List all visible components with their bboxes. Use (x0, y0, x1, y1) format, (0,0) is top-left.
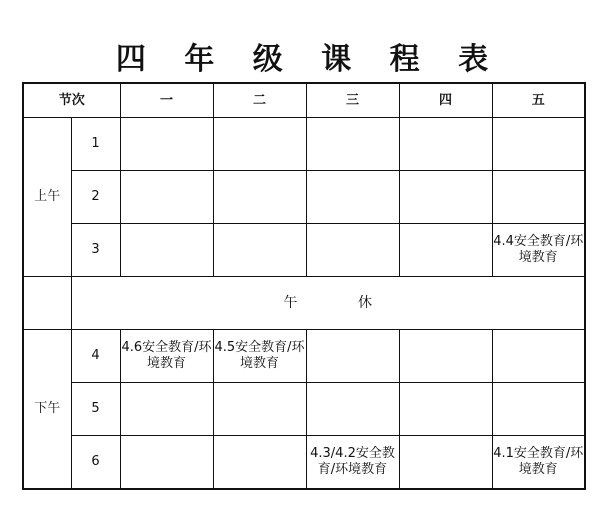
schedule-cell (306, 383, 399, 436)
schedule-cell (492, 118, 585, 171)
schedule-cell (399, 436, 492, 490)
schedule-cell: 4.5安全教育/环境教育 (213, 330, 306, 383)
schedule-cell (399, 171, 492, 224)
schedule-cell (213, 171, 306, 224)
period-number: 5 (71, 383, 120, 436)
section-header-cell: 节次 (23, 83, 120, 118)
period-number: 4 (71, 330, 120, 383)
period-row-6 (23, 436, 585, 490)
noon-break-cell: 午 休 (71, 277, 585, 330)
schedule-cell (213, 118, 306, 171)
day-header-mon: 一 (120, 83, 213, 118)
period-number: 1 (71, 118, 120, 171)
day-header-fri: 五 (492, 83, 585, 118)
schedule-cell (120, 224, 213, 277)
noon-break-row (23, 277, 585, 330)
schedule-cell (213, 436, 306, 490)
schedule-cell (399, 224, 492, 277)
period-number: 2 (71, 171, 120, 224)
period-row-2 (23, 171, 585, 224)
schedule-cell (120, 118, 213, 171)
schedule-cell: 4.3/4.2安全教育/环境教育 (306, 436, 399, 490)
schedule-table (22, 82, 586, 490)
schedule-cell (213, 383, 306, 436)
period-row-3 (23, 224, 585, 277)
day-header-tue: 二 (213, 83, 306, 118)
schedule-cell (306, 118, 399, 171)
schedule-cell (492, 171, 585, 224)
schedule-cell (399, 383, 492, 436)
schedule-cell (120, 436, 213, 490)
schedule-cell (120, 383, 213, 436)
schedule-cell (120, 171, 213, 224)
schedule-cell (492, 383, 585, 436)
header-row (23, 83, 585, 118)
day-header-thu: 四 (399, 83, 492, 118)
schedule-cell: 4.1安全教育/环境教育 (492, 436, 585, 490)
schedule-cell: 4.6安全教育/环境教育 (120, 330, 213, 383)
schedule-cell: 4.4安全教育/环境教育 (492, 224, 585, 277)
period-number: 6 (71, 436, 120, 490)
noon-empty-cell (23, 277, 71, 330)
page-title: 四 年 级 课 程 表 (115, 42, 503, 77)
schedule-cell (306, 224, 399, 277)
period-number: 3 (71, 224, 120, 277)
day-header-wed: 三 (306, 83, 399, 118)
schedule-cell (399, 118, 492, 171)
schedule-cell (399, 330, 492, 383)
period-row-5 (23, 383, 585, 436)
period-row-4 (23, 330, 585, 383)
schedule-cell (306, 171, 399, 224)
afternoon-label: 下午 (23, 330, 71, 490)
schedule-cell (492, 330, 585, 383)
morning-label: 上午 (23, 118, 71, 277)
period-row-1 (23, 118, 585, 171)
schedule-cell (213, 224, 306, 277)
schedule-cell (306, 330, 399, 383)
